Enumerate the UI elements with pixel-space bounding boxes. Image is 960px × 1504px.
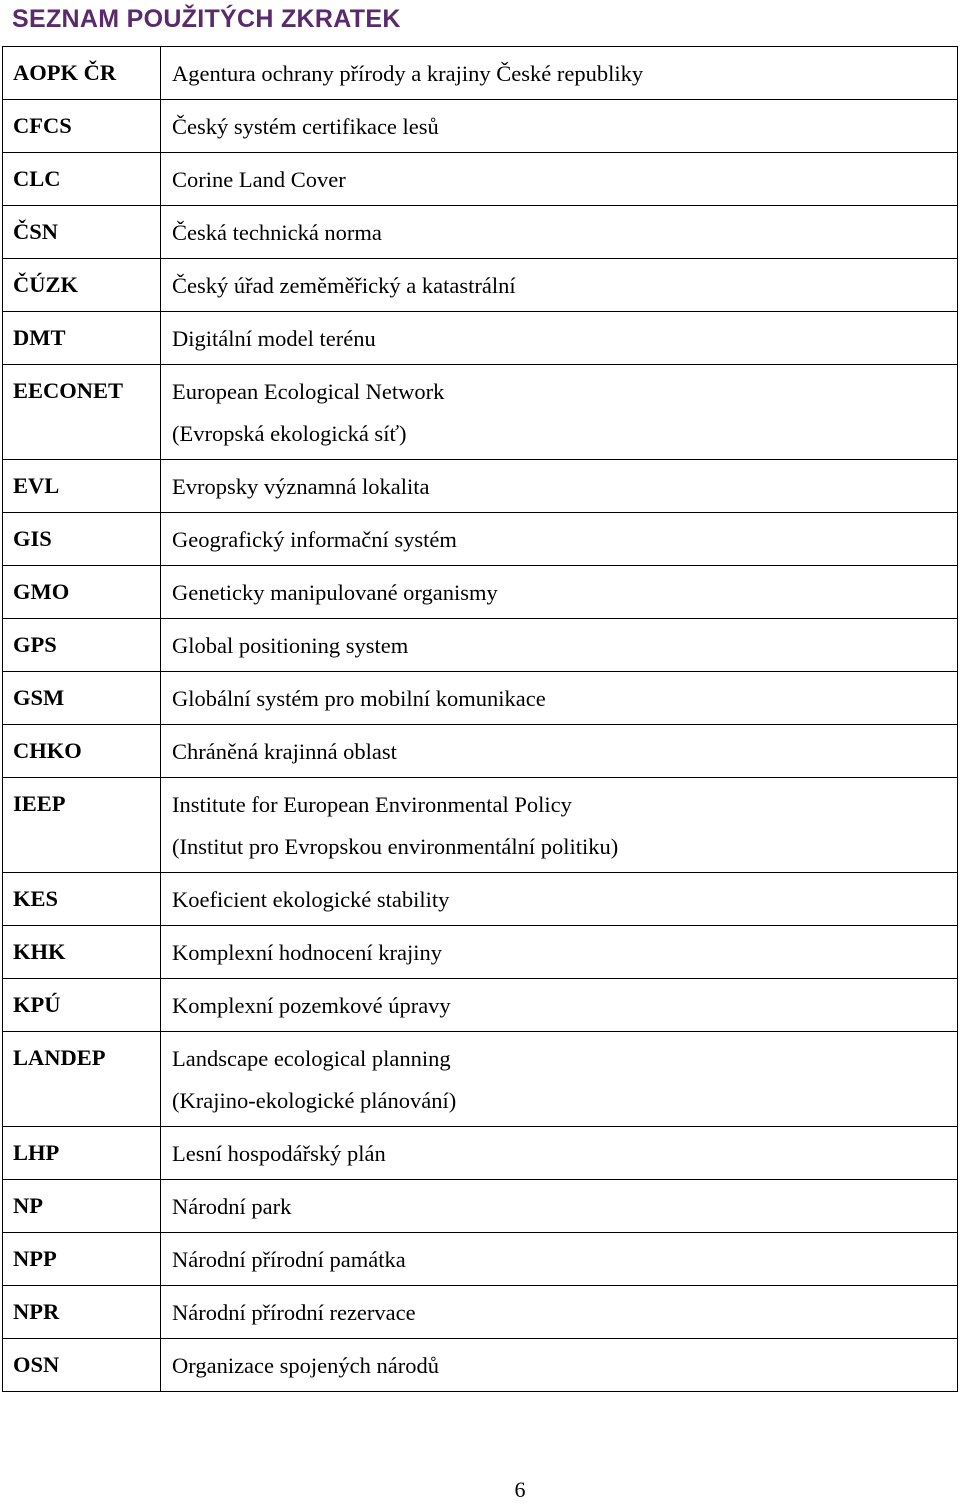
abbreviation-cell: CHKO	[3, 725, 161, 778]
meaning-line: Komplexní pozemkové úpravy	[172, 993, 451, 1018]
meaning-line: (Evropská ekologická síť)	[172, 421, 407, 446]
meaning-line: Český úřad zeměměřický a katastrální	[172, 273, 516, 298]
abbreviation-cell: GSM	[3, 672, 161, 725]
meaning-cell	[161, 778, 958, 873]
meaning-line: Česká technická norma	[172, 220, 382, 245]
abbreviation-cell: NPP	[3, 1233, 161, 1286]
meaning-cell	[161, 365, 958, 460]
table-row	[3, 1180, 958, 1233]
table-row	[3, 1286, 958, 1339]
table-row	[3, 873, 958, 926]
meaning-cell	[161, 513, 958, 566]
abbreviation-cell: LANDEP	[3, 1032, 161, 1127]
table-row	[3, 619, 958, 672]
abbreviation-cell: OSN	[3, 1339, 161, 1392]
meaning-line: Evropsky významná lokalita	[172, 474, 430, 499]
meaning-cell	[161, 1127, 958, 1180]
meaning-cell	[161, 566, 958, 619]
table-row	[3, 460, 958, 513]
table-row	[3, 1233, 958, 1286]
abbreviation-cell: EECONET	[3, 365, 161, 460]
table-row	[3, 1339, 958, 1392]
meaning-line: Agentura ochrany přírody a krajiny České republiky	[172, 61, 644, 86]
meaning-line: (Institut pro Evropskou environmentální politiku)	[172, 834, 619, 859]
abbreviation-cell: KHK	[3, 926, 161, 979]
table-row	[3, 1127, 958, 1180]
meaning-cell	[161, 979, 958, 1032]
meaning-cell	[161, 153, 958, 206]
meaning-cell	[161, 1233, 958, 1286]
abbreviations-table	[2, 46, 958, 1392]
abbreviation-cell: NP	[3, 1180, 161, 1233]
table-row	[3, 979, 958, 1032]
meaning-cell	[161, 100, 958, 153]
meaning-line: (Krajino-ekologické plánování)	[172, 1088, 457, 1113]
meaning-line: Geneticky manipulované organismy	[172, 580, 498, 605]
meaning-cell	[161, 206, 958, 259]
abbreviation-cell: LHP	[3, 1127, 161, 1180]
meaning-cell	[161, 725, 958, 778]
meaning-cell	[161, 873, 958, 926]
meaning-line: Geografický informační systém	[172, 527, 457, 552]
abbreviation-cell: DMT	[3, 312, 161, 365]
abbreviation-cell: IEEP	[3, 778, 161, 873]
meaning-line: Český systém certifikace lesů	[172, 114, 439, 139]
table-row	[3, 725, 958, 778]
meaning-line: Corine Land Cover	[172, 167, 346, 192]
meaning-line: Národní přírodní památka	[172, 1247, 406, 1272]
meaning-cell	[161, 1032, 958, 1127]
meaning-cell	[161, 47, 958, 100]
abbreviation-cell: KES	[3, 873, 161, 926]
meaning-line: Lesní hospodářský plán	[172, 1141, 386, 1166]
meaning-line: Globální systém pro mobilní komunikace	[172, 686, 546, 711]
table-row	[3, 206, 958, 259]
meaning-line: Komplexní hodnocení krajiny	[172, 940, 442, 965]
abbreviation-cell: GMO	[3, 566, 161, 619]
table-row	[3, 47, 958, 100]
meaning-line: Národní park	[172, 1194, 292, 1219]
abbreviations-table-body	[3, 47, 958, 1392]
abbreviation-cell: AOPK ČR	[3, 47, 161, 100]
meaning-cell	[161, 259, 958, 312]
meaning-cell	[161, 926, 958, 979]
meaning-line: Koeficient ekologické stability	[172, 887, 450, 912]
abbreviation-cell: CFCS	[3, 100, 161, 153]
abbreviation-cell: ČSN	[3, 206, 161, 259]
meaning-cell	[161, 460, 958, 513]
abbreviation-cell: CLC	[3, 153, 161, 206]
table-row	[3, 778, 958, 873]
table-row	[3, 926, 958, 979]
abbreviation-cell: EVL	[3, 460, 161, 513]
meaning-line: Institute for European Environmental Policy	[172, 792, 572, 817]
meaning-cell	[161, 312, 958, 365]
table-row	[3, 312, 958, 365]
table-row	[3, 566, 958, 619]
table-row	[3, 672, 958, 725]
abbreviation-cell: NPR	[3, 1286, 161, 1339]
table-row	[3, 365, 958, 460]
table-row	[3, 153, 958, 206]
meaning-cell	[161, 1286, 958, 1339]
meaning-line: Organizace spojených národů	[172, 1353, 439, 1378]
table-row	[3, 1032, 958, 1127]
abbreviation-cell: GIS	[3, 513, 161, 566]
meaning-line: Digitální model terénu	[172, 326, 376, 351]
meaning-line: Chráněná krajinná oblast	[172, 739, 397, 764]
page-number: 6	[514, 1477, 526, 1502]
meaning-cell	[161, 1180, 958, 1233]
meaning-line: Global positioning system	[172, 633, 409, 658]
table-row	[3, 259, 958, 312]
table-row	[3, 100, 958, 153]
abbreviation-cell: ČÚZK	[3, 259, 161, 312]
table-row	[3, 513, 958, 566]
meaning-cell	[161, 1339, 958, 1392]
meaning-line: European Ecological Network	[172, 379, 445, 404]
abbreviation-cell: GPS	[3, 619, 161, 672]
meaning-line: Landscape ecological planning	[172, 1046, 451, 1071]
page-heading: SEZNAM POUŽITÝCH ZKRATEK	[12, 5, 401, 33]
abbreviation-cell: KPÚ	[3, 979, 161, 1032]
meaning-cell	[161, 672, 958, 725]
meaning-line: Národní přírodní rezervace	[172, 1300, 416, 1325]
meaning-cell	[161, 619, 958, 672]
